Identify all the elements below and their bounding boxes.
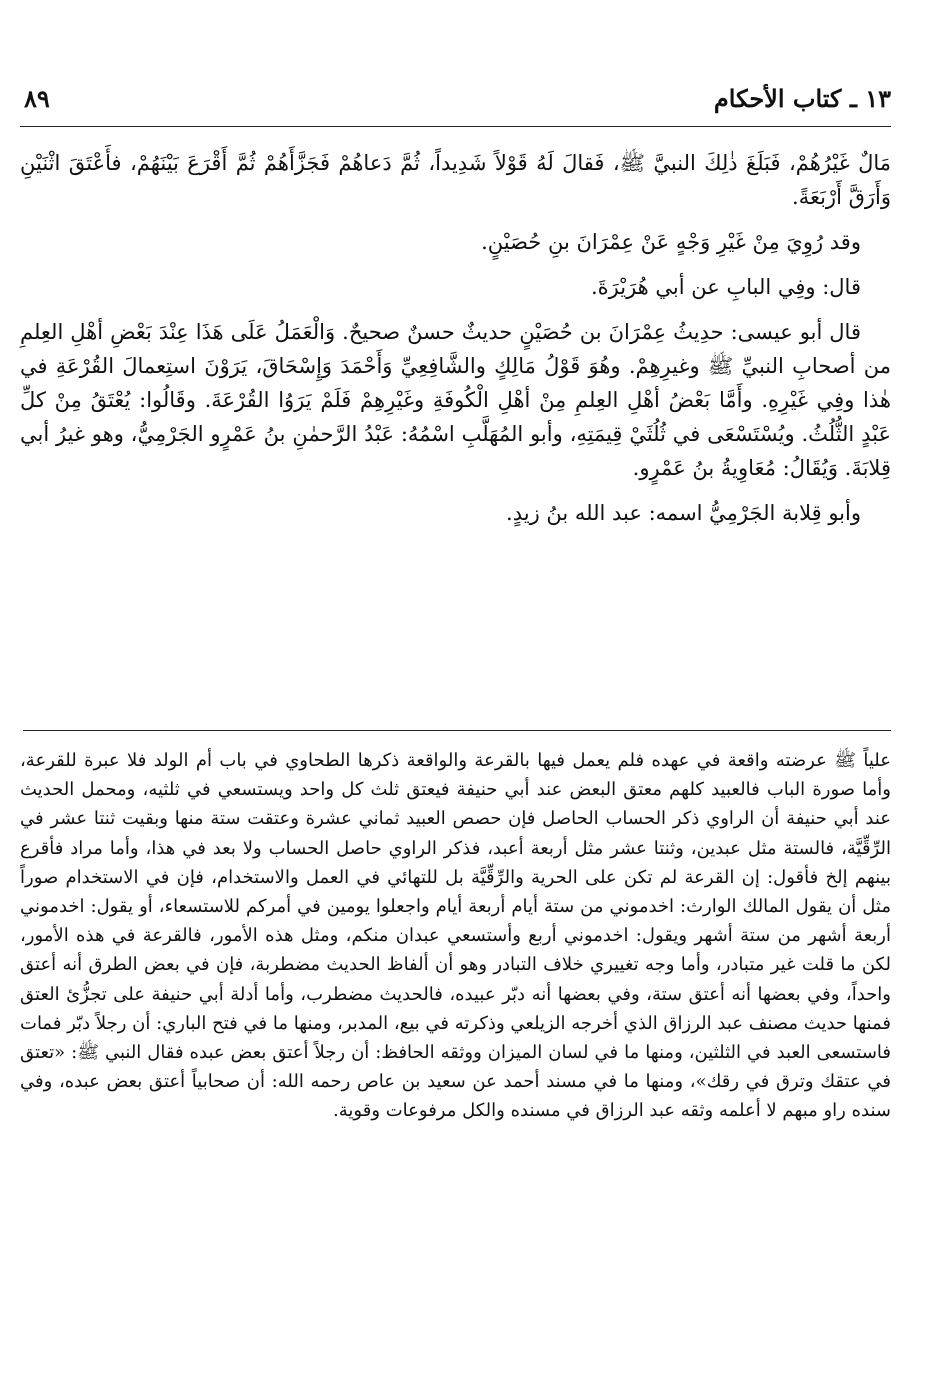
footnote-text: علياً ﷺ عرضته واقعة في عهده فلم يعمل فيها بالقرعة والواقعة ذكرها الطحاوي في باب أم الولد فلا عبرة للقرعة، وأما صورة الباب فالعبيد كلهم معتق البعض عند أبي حنيفة فيعتق ثلث كل واحد ويستسعي في ثلثيه، ومحمل الحديث عند أبي حنيفة أن الراوي ذكر الحساب الحاصل فإن حصص العبيد ثماني عشرة وعتقت ستة منها وبقيت ثنتا عشر في الرِّقِّيَّة، فالستة مثل عبدين، وثنتا عشر مثل أربعة أعبد، فذكر الراوي حاصل الحساب ولا بعد في هذا، وأما مراد فأقرع بينهم إلخ فأقول: إن القرعة لم تكن على الحرية والرِّقِّيَّة بل للتهائي في العمل والاستخدام، فإن في الاستخدام صوراً مثل أن يقول المالك الوارث: اخدموني من ستة أيام أربعة أيام واجعلوا يومين في أمركم للاستسعاء، أو يقول: اخدموني أربعة أشهر من ستة أشهر ويقول: اخدموني أربع وأستسعي عبدان منكم، ومثل هذه الأمور، فالقرعة في هذه الأمور، لكن ما قلت غير متبادر، وأما وجه تغييري خلاف التبادر وهو أن ألفاظ الحديث مضطربة، فإن في بعض الطرق أنه أعتق واحداً، وفي بعضها أنه أعتق ستة، وفي بعضها أنه دبّر عبيده، فالحديث مضطرب، وأما أدلة أبي حنيفة على تجزُّئ العتق فمنها حديث مصنف عبد الرزاق الذي أخرجه الزيلعي وذكرته في بيع، المدبر، ومنها ما في فتح الباري: أن رجلاً دبّر فمات فاستسعى العبد في الثلثين، ومنها ما في لسان الميزان ووثقه الحافظ: أن رجلاً أعتق بعض عبده فقال النبي ﷺ: «تعتق في عتقك وترق في رقك»، ومنها ما في مسند أحمد عن سعيد بن عاص رحمه الله: أن صحابياً أعتق بعض عبده، وفي سنده راو مبهم لا أعلمه وثقه عبد الرزاق في مسنده والكل مرفوعات وقوية. xyxy=(20,750,891,1122)
main-text xyxy=(20,146,891,541)
paragraph-abu-qilaba-name: وأبو قِلابة الجَرْمِيُّ اسمه: عبد الله بنُ زيدٍ. xyxy=(506,501,861,525)
page-number: ٨٩ xyxy=(24,84,50,113)
footnote-separator xyxy=(23,730,891,731)
paragraph-narration-note: وقد رُوِيَ مِنْ غَيْرِ وَجْهٍ عَنْ عِمْرَانَ بنِ حُصَيْنٍ. xyxy=(481,230,861,254)
paragraph-chapter-reference: قال: وفِي البابِ عن أبي هُرَيْرَةَ. xyxy=(590,275,861,299)
chapter-title: ١٣ ـ كتاب الأحكام xyxy=(713,84,891,113)
paragraph-abu-isa-commentary: قال أبو عيسى: حدِيثُ عِمْرَانَ بن حُصَيْنٍ حديثٌ حسنٌ صحيحٌ. وَالْعَمَلُ عَلَى هَذَا عِنْدَ بَعْضِ أهْلِ العِلمِ من أصحابِ النبيِّ ﷺ وغيرِهِمْ. وهُوَ قَوْلُ مَالِكٍ والشَّافِعِيِّ وَأَحْمَدَ وَإِسْحَاقَ، يَرَوْنَ استِعمالَ القُرْعَةِ في هٰذا وفِي غَيْرِهِ. وأَمَّا بَعْضُ أهْلِ العِلمِ مِنْ أهْلِ الْكُوفَةِ وغَيْرِهِمْ فَلَمْ يَرَوُا القُرْعَةَ. وقَالُوا: يُعْتَقُ مِنْ كلِّ عَبْدٍ الثُّلُثُ. ويُسْتَسْعَى في ثُلُثَيْ قِيمَتِهِ، وأبو المُهَلَّبِ اسْمُهُ: عَبْدُ الرَّحمٰنِ بنُ عَمْرٍو الجَرْمِيُّ، وهو غيرُ أبي قِلابَةَ. وَيُقَالُ: مُعَاوِيةُ بنُ عَمْرٍو. xyxy=(20,320,891,480)
page-header xyxy=(20,82,891,127)
paragraph-hadith-ending: مَالٌ غَيْرُهُمْ، فَبَلَغَ ذٰلِكَ النبيَّ ﷺ، فَقالَ لَهُ قَوْلاً شَدِيداً، ثُمَّ دَعاهُمْ فَجَزَّأَهُمْ ثُمَّ أَقْرَعَ بَيْنَهُمْ، فأَعْتَقَ اثْنَيْنِ وَأَرَقَّ أَرْبَعَةً. xyxy=(20,151,891,209)
